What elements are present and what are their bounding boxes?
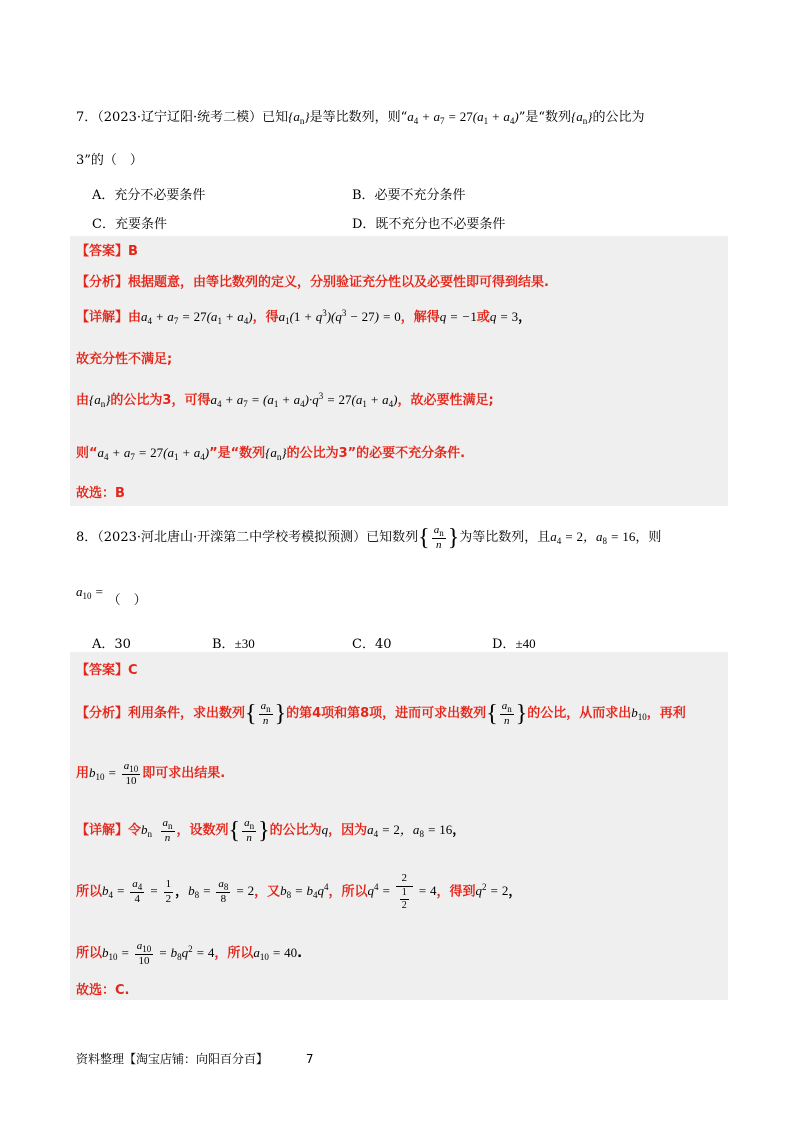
q7-stem-text: 已知: [262, 110, 289, 125]
q8-stem-line2: [76, 584, 147, 608]
detail-text: ，所以: [328, 884, 368, 900]
detail-text: 或: [476, 310, 490, 325]
q7-detail-math: $a_4 + a_7 = 27(a_1 + a_4)$: [141, 309, 253, 326]
q8-a10-math: $a_{10}$ =: [76, 584, 104, 601]
page-footer: [76, 1053, 313, 1066]
analysis-text: ，再利: [646, 706, 686, 722]
q7-seq-an: $\{a_n\}$: [288, 109, 310, 126]
option-label: B．: [212, 637, 235, 652]
q8-analysis-line1: [76, 700, 686, 729]
q8-detail-line3: 所以$b_{10}$ = $\frac{a_{10}}{10}$ = $b_8q^2 = 4$，所以$a_{10} = 40$.: [76, 940, 303, 967]
q7-source: （2023·辽宁辽阳·统考二模）: [97, 110, 263, 125]
q7-answer: 【答案】B: [76, 244, 138, 259]
q8-number: 8．: [76, 530, 98, 546]
q8-source: （2023·河北唐山·开滦第二中学校考模拟预测）: [97, 530, 367, 546]
q8-a10-result: $a_{10} = 40$: [253, 945, 298, 963]
detail-text: ，又: [254, 884, 281, 900]
analysis-text: 根据题意，由等比数列的定义，分别验证充分性以及必要性即可得到结果.: [128, 275, 549, 290]
q8-given-math: $a_4 = 2$，$a_8 = 16$: [367, 822, 453, 840]
q7-detail-line4: [76, 446, 465, 461]
q8-q4-math: $q^4$ = $\frac{2}{\frac{1}{2}}$ = 4: [367, 872, 437, 912]
q7-analysis: [76, 276, 549, 290]
analysis-text: 的公比，从而求出: [527, 706, 632, 722]
q8-stem-line1: [76, 524, 661, 553]
q8-option-b[interactable]: [212, 633, 255, 652]
analysis-label: 【分析】: [76, 706, 129, 722]
q7-seq-an: $\{a_n\}$: [265, 445, 287, 462]
q8-stem-text: （ ）: [107, 593, 147, 608]
q7-detail-line2: 故充分性不满足;: [76, 352, 173, 367]
detail-text: 由: [76, 393, 90, 408]
q8-option-a[interactable]: A．30: [92, 637, 131, 652]
detail-text: 的公比为: [269, 823, 322, 839]
q7-stem-line1: [76, 110, 644, 125]
q8-q2-math: $q^2 = 2$: [475, 882, 509, 899]
option-math: ±40: [515, 636, 536, 651]
q8-seq-an-over-n: { $\frac{a_n}{n}$ }: [418, 524, 460, 552]
detail-text: ，所以: [214, 946, 254, 962]
detail-text: 所以: [76, 946, 103, 962]
q7-stem-text: 的公比为: [592, 110, 645, 125]
q8-b8-math: $b_8$ = $\frac{a_8}{8}$ = 2: [188, 878, 255, 905]
footer-text: 资料整理【淘宝店铺：向阳百分百】: [76, 1052, 269, 1066]
q7-seq-an: $\{a_n\}$: [89, 392, 111, 409]
q8-answer: 【答案】C: [76, 663, 138, 678]
q7-detail-math: $a_4 + a_7 = 27(a_1 + a_4)$: [97, 445, 210, 462]
analysis-label: 【分析】: [76, 275, 129, 290]
q7-option-b[interactable]: B．必要不充分条件: [352, 188, 466, 203]
detail-label: 【详解】: [76, 310, 129, 325]
q7-stem-text: ”是“数列: [518, 110, 572, 125]
q8-seq-an-over-n: { $\frac{a_n}{n}$ }: [486, 700, 528, 728]
q8-b10-math: $b_{10}$: [631, 705, 647, 723]
detail-text: 的公比为3，可得: [110, 393, 211, 408]
q7-stem-line2: 3”的（ ）: [76, 153, 143, 168]
q8-b4-math: $b_4$ = $\frac{a_4}{4}$ = $\frac{1}{2}$: [102, 878, 172, 905]
q8-seq-an-over-n: { $\frac{a_n}{n}$ }: [228, 817, 270, 845]
q7-seq-an: $\{a_n\}$: [571, 109, 593, 126]
q7-detail-line3: [76, 393, 494, 408]
q7-stem-text: 是等比数列，则“: [309, 110, 408, 125]
detail-label: 【详解】: [76, 823, 129, 839]
q7-number: 7．: [76, 110, 98, 125]
q7-option-d[interactable]: D．既不充分也不必要条件: [352, 217, 506, 232]
detail-text: ，故必要性满足;: [397, 393, 494, 408]
q7-option-c[interactable]: C．充要条件: [92, 217, 167, 232]
q8-seq-an-over-n: { $\frac{a_n}{n}$ }: [245, 700, 287, 728]
analysis-text: 利用条件，求出数列: [128, 706, 246, 722]
detail-text: 则“: [76, 446, 98, 461]
option-label: D．: [492, 637, 516, 652]
detail-text: 由: [128, 310, 142, 325]
detail-text: 的公比为3”的必要不充分条件.: [286, 446, 466, 461]
q8-b8-b4q4: $b_8 = b_4q^4$: [280, 882, 329, 901]
q8-option-c[interactable]: C．40: [352, 637, 392, 652]
q8-b10-calc: $b_{10}$ = $\frac{a_{10}}{10}$ = $b_8q^2 = 4$: [102, 940, 215, 967]
q7-detail-math: $a_4 + a_7 = (a_1 + a_4)\cdot q^3 = 27(a_1 + a_4)$: [210, 391, 398, 409]
q8-choose: 故选：C.: [76, 983, 130, 998]
detail-text: ”是“数列: [209, 446, 266, 461]
q8-stem-text: 为等比数列，且: [459, 530, 551, 546]
q7-option-a[interactable]: A．充分不必要条件: [92, 188, 206, 203]
detail-text: ，设数列: [176, 823, 229, 839]
detail-text: 所以: [76, 884, 103, 900]
q7-detail-math: $a_1(1 + q^3)(q^3 - 27) = 0$: [278, 308, 401, 326]
analysis-text: 的第4项和第8项，进而可求出数列: [286, 706, 487, 722]
q7-detail-line1: 【详解】由$a_4 + a_7 = 27(a_1 + a_4)$，得$a_1(1 + q^3)(q^3 - 27) = 0$，解得q = −1或q = 3，: [76, 308, 532, 326]
q8-b10-formula: $b_{10}$ = $\frac{a_{10}}{10}$: [89, 760, 139, 787]
page-number: 7: [305, 1052, 314, 1066]
q7-condition-math: $a_4 + a_7 = 27(a_1 + a_4)$: [407, 109, 519, 126]
q7-choose: 故选：B: [76, 486, 125, 501]
q7-detail-math: q = 3: [489, 309, 519, 324]
detail-text: ，得: [252, 310, 279, 325]
q8-stem-text: 已知数列: [366, 530, 419, 546]
detail-text: 令: [128, 823, 142, 839]
detail-text: ，因为: [328, 823, 368, 839]
q7-detail-math: q = −1: [439, 309, 477, 324]
q8-given-math: $a_4 = 2$，$a_8 = 16$: [550, 529, 636, 547]
option-math: ±30: [234, 636, 255, 651]
q8-detail-line1: 【详解】令$b_n$ $\frac{a_n}{n}$ ，设数列{ $\frac{a_n}{n}$ }的公比为q，因为$a_4 = 2$，$a_8 = 16$，: [76, 817, 466, 845]
q8-detail-line2: 所以$b_4$ = $\frac{a_4}{4}$ = $\frac{1}{2}$ ，$b_8$ = $\frac{a_8}{8}$ = 2，又$b_8 = b_4q^4$，所以$q^4$ = $\frac{2}{\frac{1}{2}}$ = 4，得到$q^2 = 2$，: [76, 872, 522, 912]
q8-bn-def: $b_n$ $\frac{a_n}{n}$: [141, 817, 173, 844]
q8-q-var: q: [321, 822, 329, 838]
analysis-text: 即可求出结果.: [142, 766, 226, 782]
detail-text: ，解得: [400, 310, 440, 325]
detail-text: ，得到: [436, 884, 476, 900]
q8-analysis-line2: [76, 760, 225, 789]
analysis-text: 用: [76, 766, 90, 782]
q8-stem-text: ，则: [635, 530, 662, 546]
q8-option-d[interactable]: [492, 633, 536, 652]
